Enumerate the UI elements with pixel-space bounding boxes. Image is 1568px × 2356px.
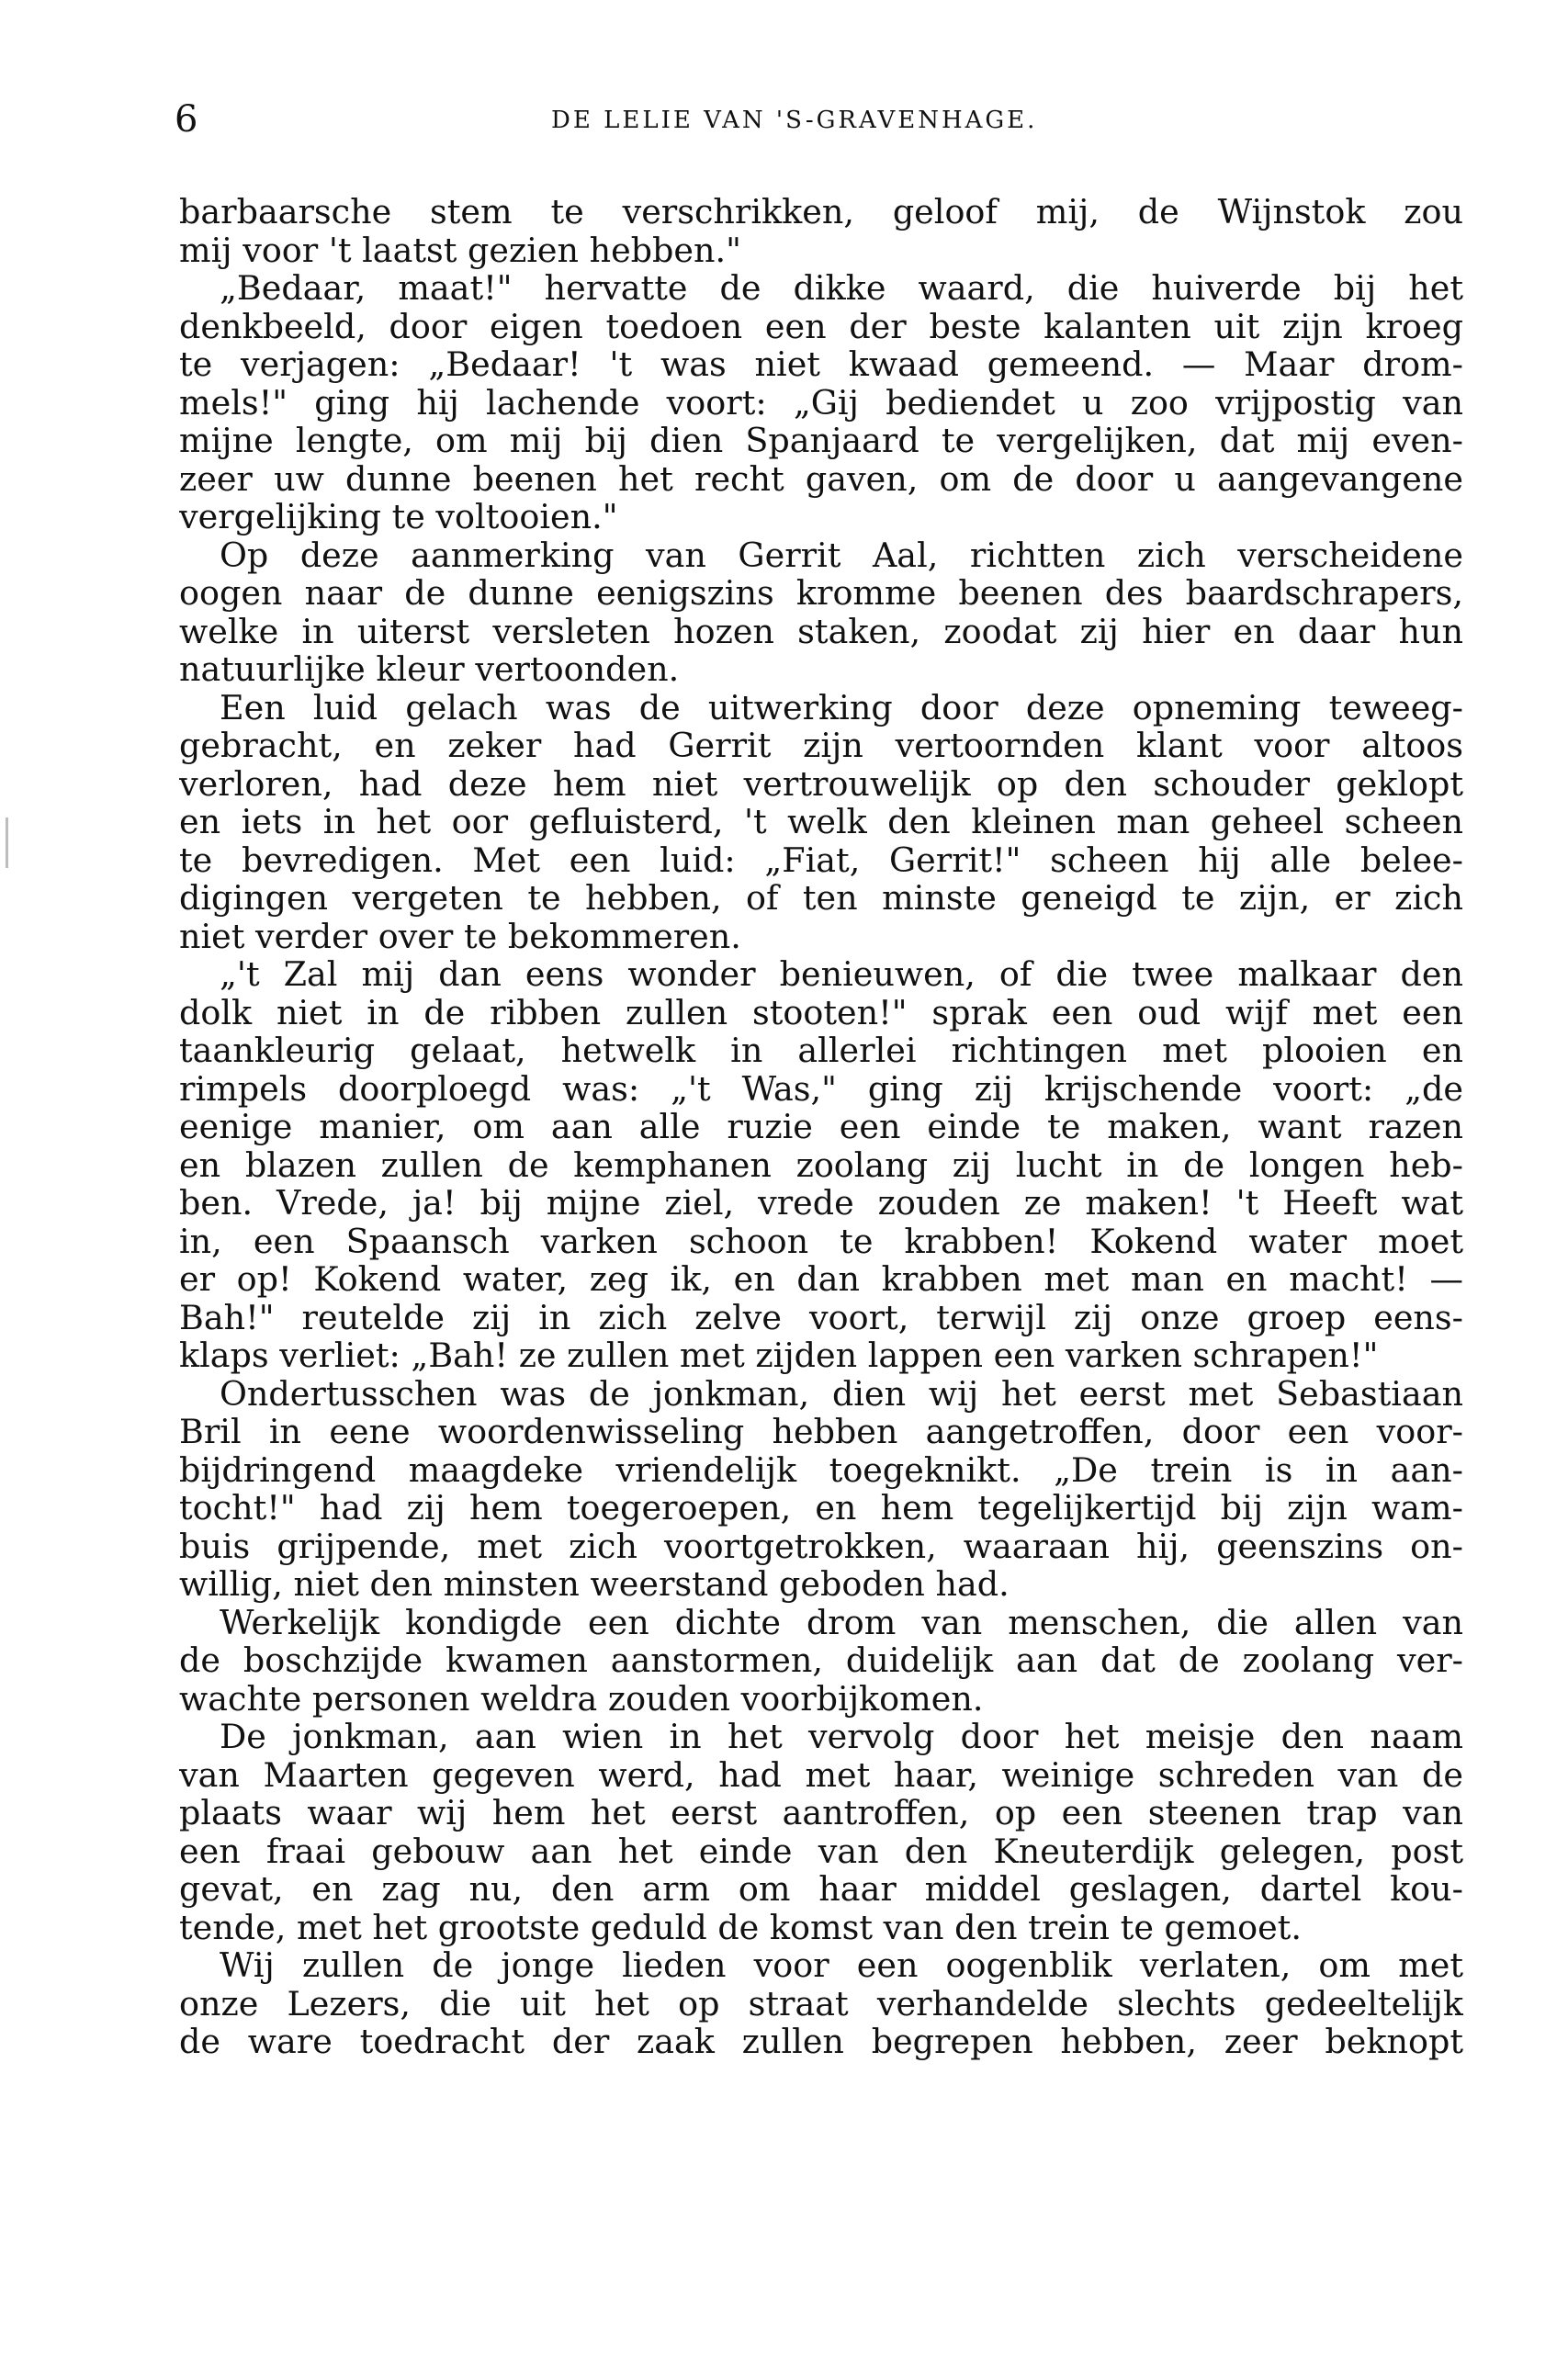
text-line: Ondertusschen was de jonkman, dien wij het eerst met Sebastiaan bbox=[220, 1374, 1463, 1413]
text-line: wachte personen weldra zouden voorbijkomen. bbox=[179, 1679, 984, 1718]
text-line: te verjagen: „Bedaar! 't was niet kwaad gemeend. — Maar drom- bbox=[179, 345, 1463, 384]
text-line: De jonkman, aan wien in het vervolg door het meisje den naam bbox=[220, 1718, 1463, 1756]
text-line: er op! Kokend water, zeg ik, en dan krabben met man en macht! — bbox=[179, 1260, 1463, 1299]
text-line: Bah!" reutelde zij in zich zelve voort, terwijl zij onze groep eens- bbox=[179, 1298, 1463, 1336]
body-text bbox=[179, 193, 1463, 2061]
text-line: denkbeeld, door eigen toedoen een der beste kalanten uit zijn kroeg bbox=[179, 307, 1463, 345]
text-line: willig, niet den minsten weerstand geboden had. bbox=[179, 1565, 1010, 1604]
text-line: zeer uw dunne beenen het recht gaven, om de door u aangevangene bbox=[179, 459, 1463, 498]
text-line: Wij zullen de jonge lieden voor een oogenblik verlaten, om met bbox=[220, 1946, 1463, 1985]
text-line: gebracht, en zeker had Gerrit zijn vertoornden klant voor altoos bbox=[179, 727, 1463, 765]
text-line: een fraai gebouw aan het einde van den Kneuterdijk gelegen, post bbox=[179, 1832, 1463, 1870]
text-line: buis grijpende, met zich voortgetrokken, waaraan hij, geenszins on- bbox=[179, 1527, 1463, 1565]
text-line: de boschzijde kwamen aanstormen, duidelijk aan dat de zoolang ver- bbox=[179, 1641, 1463, 1680]
text-line: mij voor 't laatst gezien hebben." bbox=[179, 231, 741, 269]
text-line: en iets in het oor gefluisterd, 't welk den kleinen man geheel scheen bbox=[179, 803, 1463, 841]
text-line: rimpels doorploegd was: „'t Was," ging zij krijschende voort: „de bbox=[179, 1069, 1463, 1108]
text-line: digingen vergeten te hebben, of ten minste geneigd te zijn, er zich bbox=[179, 879, 1463, 918]
page-number: 6 bbox=[175, 98, 198, 141]
text-line: barbaarsche stem te verschrikken, geloof mij, de Wijnstok zou bbox=[179, 193, 1463, 231]
text-line: ben. Vrede, ja! bij mijne ziel, vrede zouden ze maken! 't Heeft wat bbox=[179, 1184, 1463, 1223]
text-line: Bril in eene woordenwisseling hebben aangetroffen, door een voor- bbox=[179, 1413, 1463, 1451]
margin-scan-mark bbox=[6, 817, 8, 868]
text-line: de ware toedracht der zaak zullen begrepen hebben, zeer beknopt bbox=[179, 2023, 1463, 2061]
text-line: plaats waar wij hem het eerst aantroffen, op een steenen trap van bbox=[179, 1794, 1463, 1832]
running-title: DE LELIE VAN 'S-GRAVENHAGE. bbox=[551, 107, 1038, 134]
text-line: Een luid gelach was de uitwerking door deze opneming teweeg- bbox=[220, 688, 1463, 727]
text-line: mels!" ging hij lachende voort: „Gij bediendet u zoo vrijpostig van bbox=[179, 383, 1463, 422]
text-line: bijdringend maagdeke vriendelijk toegeknikt. „De trein is in aan- bbox=[179, 1450, 1463, 1489]
text-line: tende, met het grootste geduld de komst van den trein te gemoet. bbox=[179, 1908, 1302, 1946]
text-line: vergelijking te voltooien." bbox=[179, 498, 618, 536]
text-line: niet verder over te bekommeren. bbox=[179, 917, 741, 955]
text-line: Werkelijk kondigde een dichte drom van menschen, die allen van bbox=[220, 1603, 1463, 1641]
text-line: onze Lezers, die uit het op straat verhandelde slechts gedeeltelijk bbox=[179, 1984, 1463, 2023]
text-line: gevat, en zag nu, den arm om haar middel geslagen, dartel kou- bbox=[179, 1870, 1463, 1909]
text-line: verloren, had deze hem niet vertrouwelijk op den schouder geklopt bbox=[179, 764, 1463, 803]
text-line: oogen naar de dunne eenigszins kromme beenen des baardschrapers, bbox=[179, 574, 1463, 613]
text-line: in, een Spaansch varken schoon te krabben! Kokend water moet bbox=[179, 1222, 1463, 1260]
text-line: eenige manier, om aan alle ruzie een einde te maken, want razen bbox=[179, 1108, 1463, 1146]
text-line: tocht!" had zij hem toegeroepen, en hem tegelijkertijd bij zijn wam- bbox=[179, 1489, 1463, 1527]
text-line: en blazen zullen de kemphanen zoolang zij lucht in de longen heb- bbox=[179, 1145, 1463, 1184]
text-line: taankleurig gelaat, hetwelk in allerlei richtingen met plooien en bbox=[179, 1031, 1463, 1070]
text-line: „'t Zal mij dan eens wonder benieuwen, of die twee malkaar den bbox=[220, 955, 1463, 994]
text-line: Op deze aanmerking van Gerrit Aal, richtten zich verscheidene bbox=[220, 535, 1463, 574]
text-line: mijne lengte, om mij bij dien Spanjaard te vergelijken, dat mij even- bbox=[179, 422, 1463, 460]
text-line: dolk niet in de ribben zullen stooten!" sprak een oud wijf met een bbox=[179, 993, 1463, 1031]
running-head bbox=[175, 92, 1470, 147]
text-line: klaps verliet: „Bah! ze zullen met zijden lappen een varken schrapen!" bbox=[179, 1336, 1379, 1375]
text-line: te bevredigen. Met een luid: „Fiat, Gerrit!" scheen hij alle belee- bbox=[179, 840, 1463, 879]
text-line: van Maarten gegeven werd, had met haar, weinige schreden van de bbox=[179, 1755, 1463, 1794]
text-line: welke in uiterst versleten hozen staken, zoodat zij hier en daar hun bbox=[179, 612, 1463, 650]
text-line: „Bedaar, maat!" hervatte de dikke waard, die huiverde bij het bbox=[220, 269, 1463, 308]
text-line: natuurlijke kleur vertoonden. bbox=[179, 650, 680, 689]
